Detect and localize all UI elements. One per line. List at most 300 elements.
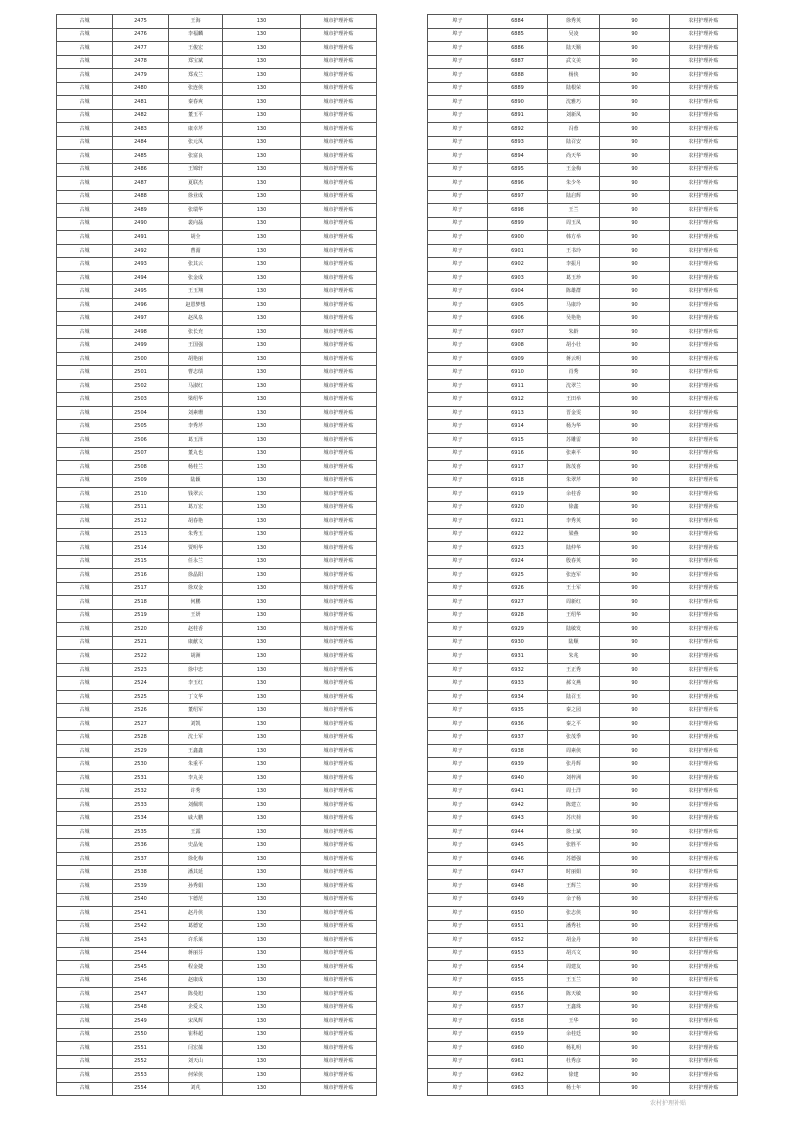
number-cell: 2490 — [113, 217, 169, 231]
region-cell: 古城 — [57, 663, 113, 677]
name-cell: 宋凤辉 — [169, 1015, 223, 1029]
name-cell: 葛玉泽 — [169, 433, 223, 447]
amount-cell: 90 — [600, 393, 670, 407]
subsidy-type-cell: 农村护理补贴 — [670, 1069, 738, 1083]
region-cell: 古城 — [57, 231, 113, 245]
table-row — [57, 934, 377, 948]
subsidy-type-cell: 城市护理补贴 — [301, 731, 377, 745]
amount-cell: 130 — [223, 974, 301, 988]
region-cell: 古城 — [57, 258, 113, 272]
name-cell: 蒋丽芬 — [169, 947, 223, 961]
table-row — [57, 123, 377, 137]
subsidy-type-cell: 农村护理补贴 — [670, 55, 738, 69]
number-cell: 6930 — [488, 636, 548, 650]
name-cell: 李福麟 — [169, 28, 223, 42]
amount-cell: 130 — [223, 217, 301, 231]
table-row — [428, 609, 738, 623]
name-cell: 余子杨 — [548, 893, 600, 907]
region-cell: 古城 — [57, 1015, 113, 1029]
table-row — [57, 177, 377, 191]
subsidy-type-cell: 城市护理补贴 — [301, 501, 377, 515]
region-cell: 古城 — [57, 744, 113, 758]
number-cell: 6913 — [488, 406, 548, 420]
number-cell: 2498 — [113, 325, 169, 339]
subsidy-type-cell: 城市护理补贴 — [301, 1028, 377, 1042]
subsidy-type-cell: 城市护理补贴 — [301, 920, 377, 934]
region-cell: 埠子 — [428, 163, 488, 177]
amount-cell: 130 — [223, 150, 301, 164]
table-row — [57, 96, 377, 110]
name-cell: 苏庆荷 — [548, 812, 600, 826]
amount-cell: 130 — [223, 1001, 301, 1015]
amount-cell: 90 — [600, 15, 670, 29]
number-cell: 6894 — [488, 150, 548, 164]
amount-cell: 130 — [223, 231, 301, 245]
name-cell: 朱少冬 — [548, 177, 600, 191]
name-cell: 周素侠 — [548, 744, 600, 758]
table-row — [428, 69, 738, 83]
subsidy-type-cell: 农村护理补贴 — [670, 1042, 738, 1056]
amount-cell: 130 — [223, 42, 301, 56]
region-cell: 古城 — [57, 947, 113, 961]
table-row — [57, 501, 377, 515]
name-cell: 沈雅巧 — [548, 96, 600, 110]
region-cell: 埠子 — [428, 528, 488, 542]
number-cell: 6915 — [488, 433, 548, 447]
subsidy-type-cell: 城市护理补贴 — [301, 420, 377, 434]
region-cell: 古城 — [57, 244, 113, 258]
name-cell: 徐建 — [548, 1069, 600, 1083]
amount-cell: 130 — [223, 596, 301, 610]
region-cell: 埠子 — [428, 771, 488, 785]
subsidy-type-cell: 城市护理补贴 — [301, 542, 377, 556]
number-cell: 6956 — [488, 988, 548, 1002]
amount-cell: 90 — [600, 1082, 670, 1096]
region-cell: 埠子 — [428, 515, 488, 529]
subsidy-type-cell: 农村护理补贴 — [670, 731, 738, 745]
subsidy-type-cell: 农村护理补贴 — [670, 1082, 738, 1096]
table-row — [428, 204, 738, 218]
table-row — [57, 42, 377, 56]
number-cell: 2496 — [113, 298, 169, 312]
subsidy-type-cell: 城市护理补贴 — [301, 271, 377, 285]
amount-cell: 130 — [223, 717, 301, 731]
subsidy-type-cell: 城市护理补贴 — [301, 285, 377, 299]
region-cell: 古城 — [57, 150, 113, 164]
name-cell: 周士洋 — [548, 785, 600, 799]
subsidy-type-cell: 农村护理补贴 — [670, 866, 738, 880]
name-cell: 徐中忠 — [169, 663, 223, 677]
region-cell: 埠子 — [428, 379, 488, 393]
amount-cell: 130 — [223, 461, 301, 475]
table-row — [428, 758, 738, 772]
region-cell: 古城 — [57, 379, 113, 393]
name-cell: 胡金丹 — [548, 934, 600, 948]
amount-cell: 130 — [223, 379, 301, 393]
number-cell: 2518 — [113, 596, 169, 610]
table-row — [428, 907, 738, 921]
region-cell: 古城 — [57, 488, 113, 502]
subsidy-type-cell: 农村护理补贴 — [670, 677, 738, 691]
table-row — [57, 582, 377, 596]
subsidy-type-cell: 农村护理补贴 — [670, 123, 738, 137]
table-row — [57, 839, 377, 853]
name-cell: 陆顺 — [548, 636, 600, 650]
number-cell: 6893 — [488, 136, 548, 150]
table-row — [57, 771, 377, 785]
table-row — [57, 1015, 377, 1029]
table-row — [428, 352, 738, 366]
name-cell: 张连军 — [548, 569, 600, 583]
region-cell: 古城 — [57, 690, 113, 704]
number-cell: 6961 — [488, 1055, 548, 1069]
name-cell: 赵恩梦想 — [169, 298, 223, 312]
number-cell: 6960 — [488, 1042, 548, 1056]
name-cell: 赵凤泉 — [169, 312, 223, 326]
amount-cell: 130 — [223, 785, 301, 799]
table-row — [57, 515, 377, 529]
table-row — [57, 988, 377, 1002]
table-row — [57, 15, 377, 29]
amount-cell: 90 — [600, 96, 670, 110]
region-cell: 古城 — [57, 636, 113, 650]
subsidy-type-cell: 城市护理补贴 — [301, 1055, 377, 1069]
amount-cell: 90 — [600, 271, 670, 285]
subsidy-type-cell: 农村护理补贴 — [670, 609, 738, 623]
name-cell: 葛万宏 — [169, 501, 223, 515]
region-cell: 古城 — [57, 717, 113, 731]
table-row — [428, 677, 738, 691]
name-cell: 王海 — [169, 15, 223, 29]
subsidy-type-cell: 农村护理补贴 — [670, 136, 738, 150]
name-cell: 王玉翔 — [169, 285, 223, 299]
name-cell: 张素平 — [548, 447, 600, 461]
number-cell: 2484 — [113, 136, 169, 150]
name-cell: 陆召玉 — [548, 690, 600, 704]
table-row — [57, 569, 377, 583]
table-row — [57, 555, 377, 569]
subsidy-type-cell: 农村护理补贴 — [670, 96, 738, 110]
region-cell: 古城 — [57, 393, 113, 407]
table-row — [428, 825, 738, 839]
table-row — [57, 55, 377, 69]
region-cell: 古城 — [57, 69, 113, 83]
number-cell: 2495 — [113, 285, 169, 299]
subsidy-type-cell: 农村护理补贴 — [670, 798, 738, 812]
amount-cell: 90 — [600, 569, 670, 583]
name-cell: 徐双金 — [169, 582, 223, 596]
number-cell: 2528 — [113, 731, 169, 745]
amount-cell: 90 — [600, 231, 670, 245]
name-cell: 张胜平 — [548, 839, 600, 853]
subsidy-type-cell: 城市护理补贴 — [301, 825, 377, 839]
region-cell: 埠子 — [428, 825, 488, 839]
amount-cell: 90 — [600, 596, 670, 610]
region-cell: 埠子 — [428, 542, 488, 556]
name-cell: 周玉凤 — [548, 217, 600, 231]
name-cell: 王玉兰 — [548, 974, 600, 988]
table-row — [57, 623, 377, 637]
amount-cell: 90 — [600, 1028, 670, 1042]
number-cell: 2548 — [113, 1001, 169, 1015]
amount-cell: 90 — [600, 731, 670, 745]
table-row — [57, 136, 377, 150]
region-cell: 埠子 — [428, 217, 488, 231]
region-cell: 埠子 — [428, 609, 488, 623]
number-cell: 2488 — [113, 190, 169, 204]
amount-cell: 130 — [223, 488, 301, 502]
subsidy-type-cell: 城市护理补贴 — [301, 163, 377, 177]
subsidy-type-cell: 农村护理补贴 — [670, 433, 738, 447]
amount-cell: 130 — [223, 947, 301, 961]
number-cell: 2486 — [113, 163, 169, 177]
table-row — [57, 1082, 377, 1096]
number-cell: 2526 — [113, 704, 169, 718]
amount-cell: 130 — [223, 258, 301, 272]
region-cell: 埠子 — [428, 28, 488, 42]
number-cell: 6886 — [488, 42, 548, 56]
name-cell: 秦之平 — [548, 717, 600, 731]
name-cell: 丁文华 — [169, 690, 223, 704]
table-row — [57, 677, 377, 691]
name-cell: 张连侠 — [169, 82, 223, 96]
amount-cell: 90 — [600, 325, 670, 339]
table-row — [428, 636, 738, 650]
name-cell: 刘新凤 — [548, 109, 600, 123]
subsidy-type-cell: 城市护理补贴 — [301, 217, 377, 231]
number-cell: 2522 — [113, 650, 169, 664]
subsidy-type-cell: 城市护理补贴 — [301, 1042, 377, 1056]
amount-cell: 90 — [600, 69, 670, 83]
subsidy-type-cell: 城市护理补贴 — [301, 136, 377, 150]
region-cell: 古城 — [57, 136, 113, 150]
subsidy-type-cell: 城市护理补贴 — [301, 839, 377, 853]
number-cell: 2532 — [113, 785, 169, 799]
amount-cell: 130 — [223, 623, 301, 637]
number-cell: 6912 — [488, 393, 548, 407]
table-row — [57, 920, 377, 934]
subsidy-type-cell: 城市护理补贴 — [301, 690, 377, 704]
region-cell: 埠子 — [428, 1001, 488, 1015]
name-cell: 李秀英 — [548, 515, 600, 529]
table-row — [57, 542, 377, 556]
region-cell: 古城 — [57, 190, 113, 204]
name-cell: 梁燕 — [548, 528, 600, 542]
number-cell: 6949 — [488, 893, 548, 907]
name-cell: 裴向磊 — [169, 217, 223, 231]
number-cell: 2489 — [113, 204, 169, 218]
amount-cell: 90 — [600, 488, 670, 502]
subsidy-type-cell: 农村护理补贴 — [670, 988, 738, 1002]
number-cell: 6892 — [488, 123, 548, 137]
name-cell: 陈曼旭 — [169, 988, 223, 1002]
subsidy-type-cell: 农村护理补贴 — [670, 582, 738, 596]
subsidy-type-cell: 城市护理补贴 — [301, 852, 377, 866]
subsidy-type-cell: 农村护理补贴 — [670, 325, 738, 339]
region-cell: 古城 — [57, 217, 113, 231]
number-cell: 6929 — [488, 623, 548, 637]
subsidy-type-cell: 城市护理补贴 — [301, 934, 377, 948]
amount-cell: 130 — [223, 406, 301, 420]
region-cell: 埠子 — [428, 1082, 488, 1096]
amount-cell: 90 — [600, 298, 670, 312]
number-cell: 6954 — [488, 961, 548, 975]
table-row — [428, 771, 738, 785]
table-row — [428, 461, 738, 475]
region-cell: 古城 — [57, 109, 113, 123]
name-cell: 陆仲华 — [548, 542, 600, 556]
region-cell: 埠子 — [428, 136, 488, 150]
table-row — [428, 880, 738, 894]
amount-cell: 90 — [600, 258, 670, 272]
amount-cell: 90 — [600, 528, 670, 542]
region-cell: 埠子 — [428, 1042, 488, 1056]
amount-cell: 90 — [600, 555, 670, 569]
name-cell: 史晶兔 — [169, 839, 223, 853]
amount-cell: 130 — [223, 744, 301, 758]
name-cell: 王鑫珠 — [548, 1001, 600, 1015]
region-cell: 埠子 — [428, 663, 488, 677]
table-row — [57, 798, 377, 812]
name-cell: 葛德宽 — [169, 920, 223, 934]
number-cell: 6889 — [488, 82, 548, 96]
amount-cell: 130 — [223, 1042, 301, 1056]
table-row — [428, 339, 738, 353]
table-row — [57, 285, 377, 299]
region-cell: 埠子 — [428, 596, 488, 610]
number-cell: 6921 — [488, 515, 548, 529]
number-cell: 2523 — [113, 663, 169, 677]
region-cell: 埠子 — [428, 866, 488, 880]
region-cell: 古城 — [57, 839, 113, 853]
region-cell: 古城 — [57, 447, 113, 461]
subsidy-type-cell: 城市护理补贴 — [301, 893, 377, 907]
subsidy-type-cell: 农村护理补贴 — [670, 542, 738, 556]
region-cell: 埠子 — [428, 731, 488, 745]
name-cell: 张志侠 — [548, 907, 600, 921]
name-cell: 赵桂香 — [169, 623, 223, 637]
amount-cell: 90 — [600, 880, 670, 894]
amount-cell: 130 — [223, 771, 301, 785]
amount-cell: 90 — [600, 28, 670, 42]
left-roster-body — [57, 15, 377, 1096]
name-cell: 张丹辉 — [548, 758, 600, 772]
amount-cell: 130 — [223, 163, 301, 177]
region-cell: 古城 — [57, 1028, 113, 1042]
subsidy-type-cell: 城市护理补贴 — [301, 907, 377, 921]
amount-cell: 90 — [600, 285, 670, 299]
name-cell: 许乐莱 — [169, 934, 223, 948]
amount-cell: 130 — [223, 123, 301, 137]
table-row — [57, 325, 377, 339]
name-cell: 殷春英 — [548, 555, 600, 569]
number-cell: 2483 — [113, 123, 169, 137]
amount-cell: 90 — [600, 515, 670, 529]
name-cell: 朱秀玉 — [169, 528, 223, 542]
number-cell: 2531 — [113, 771, 169, 785]
region-cell: 古城 — [57, 55, 113, 69]
region-cell: 古城 — [57, 285, 113, 299]
name-cell: 胡全 — [169, 231, 223, 245]
region-cell: 埠子 — [428, 298, 488, 312]
number-cell: 6890 — [488, 96, 548, 110]
subsidy-type-cell: 城市护理补贴 — [301, 947, 377, 961]
subsidy-type-cell: 农村护理补贴 — [670, 379, 738, 393]
subsidy-type-cell: 城市护理补贴 — [301, 312, 377, 326]
table-row — [57, 961, 377, 975]
amount-cell: 90 — [600, 677, 670, 691]
subsidy-type-cell: 城市护理补贴 — [301, 339, 377, 353]
amount-cell: 130 — [223, 934, 301, 948]
name-cell: 郑戎兰 — [169, 69, 223, 83]
subsidy-type-cell: 农村护理补贴 — [670, 474, 738, 488]
name-cell: 吴凌 — [548, 28, 600, 42]
name-cell: 郑宝斌 — [169, 55, 223, 69]
subsidy-type-cell: 农村护理补贴 — [670, 704, 738, 718]
amount-cell: 130 — [223, 677, 301, 691]
region-cell: 古城 — [57, 501, 113, 515]
number-cell: 6910 — [488, 366, 548, 380]
subsidy-type-cell: 城市护理补贴 — [301, 1015, 377, 1029]
number-cell: 2500 — [113, 352, 169, 366]
amount-cell: 130 — [223, 920, 301, 934]
table-row — [428, 650, 738, 664]
region-cell: 埠子 — [428, 920, 488, 934]
number-cell: 2543 — [113, 934, 169, 948]
number-cell: 2530 — [113, 758, 169, 772]
amount-cell: 90 — [600, 109, 670, 123]
table-row — [57, 204, 377, 218]
subsidy-type-cell: 城市护理补贴 — [301, 109, 377, 123]
amount-cell: 130 — [223, 298, 301, 312]
subsidy-type-cell: 城市护理补贴 — [301, 379, 377, 393]
number-cell: 6897 — [488, 190, 548, 204]
name-cell: 时丽娟 — [548, 866, 600, 880]
table-row — [428, 488, 738, 502]
name-cell: 刘素珊 — [169, 406, 223, 420]
name-cell: 朱龄 — [548, 325, 600, 339]
number-cell: 6937 — [488, 731, 548, 745]
table-row — [428, 934, 738, 948]
number-cell: 2482 — [113, 109, 169, 123]
amount-cell: 90 — [600, 825, 670, 839]
name-cell: 陈建立 — [548, 798, 600, 812]
number-cell: 2497 — [113, 312, 169, 326]
name-cell: 李玉红 — [169, 677, 223, 691]
amount-cell: 90 — [600, 461, 670, 475]
table-row — [428, 123, 738, 137]
subsidy-type-cell: 农村护理补贴 — [670, 285, 738, 299]
amount-cell: 130 — [223, 1082, 301, 1096]
region-cell: 古城 — [57, 542, 113, 556]
region-cell: 埠子 — [428, 839, 488, 853]
subsidy-type-cell: 农村护理补贴 — [670, 825, 738, 839]
number-cell: 6945 — [488, 839, 548, 853]
table-row — [57, 947, 377, 961]
right-roster-table — [427, 14, 738, 1096]
name-cell: 胡春艳 — [169, 515, 223, 529]
number-cell: 6925 — [488, 569, 548, 583]
name-cell: 许秀 — [169, 785, 223, 799]
region-cell: 埠子 — [428, 569, 488, 583]
name-cell: 李丸美 — [169, 771, 223, 785]
region-cell: 古城 — [57, 325, 113, 339]
subsidy-type-cell: 农村护理补贴 — [670, 177, 738, 191]
number-cell: 6901 — [488, 244, 548, 258]
subsidy-type-cell: 城市护理补贴 — [301, 798, 377, 812]
amount-cell: 90 — [600, 379, 670, 393]
number-cell: 2480 — [113, 82, 169, 96]
